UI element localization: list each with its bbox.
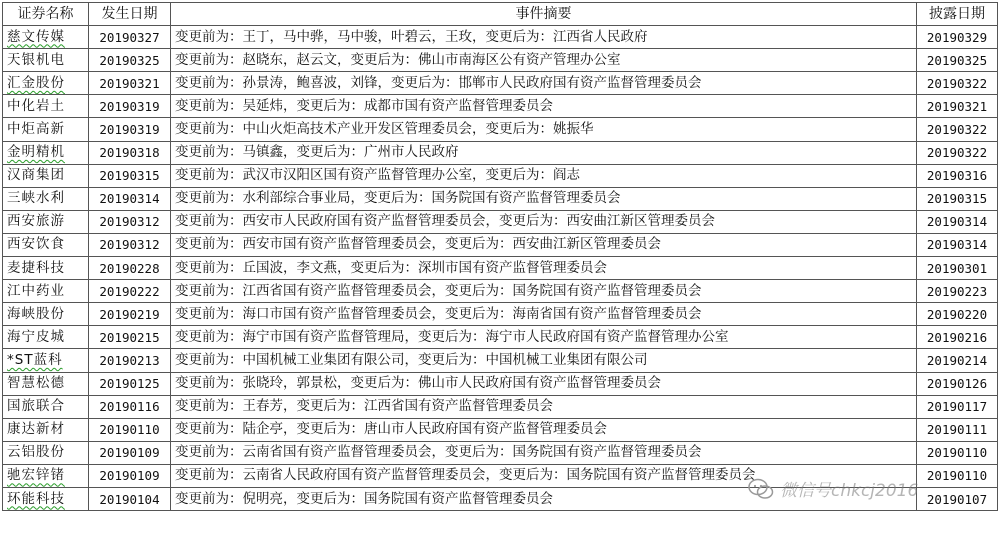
security-name-cell-text: 天银机电	[7, 51, 65, 68]
occurrence-date-cell-text: 20190116	[99, 399, 160, 415]
table-row	[3, 326, 998, 349]
disclosure-date-cell	[917, 187, 998, 210]
security-name-cell	[3, 210, 89, 233]
disclosure-date-cell-text: 20190301	[926, 260, 988, 276]
disclosure-date-cell-text: 20190314	[926, 214, 988, 230]
occurrence-date-cell	[89, 210, 171, 233]
disclosure-date-cell-text: 20190223	[926, 283, 988, 299]
security-name-cell	[3, 441, 89, 464]
disclosure-date-cell-text: 20190216	[926, 329, 988, 345]
disclosure-date-cell-text: 20190220	[926, 306, 988, 322]
event-summary-cell	[171, 187, 917, 210]
event-summary-cell	[171, 280, 917, 303]
security-name-cell-text: 西安旅游	[7, 213, 65, 230]
header-event-summary: 事件摘要	[171, 3, 917, 26]
security-name-cell	[3, 326, 89, 349]
security-name-cell-text: 智慧松德	[7, 375, 65, 392]
occurrence-date-cell	[89, 303, 171, 326]
header-row	[3, 3, 998, 26]
disclosure-date-cell-text: 20190110	[926, 468, 988, 484]
table-row	[3, 418, 998, 441]
occurrence-date-cell	[89, 418, 171, 441]
event-summary-cell	[171, 210, 917, 233]
security-name-cell-text: 金明精机	[7, 144, 65, 161]
event-summary-cell	[171, 464, 917, 487]
table-row	[3, 95, 998, 118]
event-summary-cell	[171, 233, 917, 256]
occurrence-date-cell	[89, 141, 171, 164]
header-occurrence-date: 发生日期	[89, 3, 171, 26]
occurrence-date-cell-text: 20190314	[99, 191, 160, 207]
header-security-name: 证券名称	[3, 3, 89, 26]
event-summary-cell	[171, 26, 917, 49]
event-summary-cell-text: 变更前为：张晓玲，郭景松，变更后为：佛山市人民政府国有资产监督管理委员会	[175, 375, 661, 392]
security-name-cell-text: 环能科技	[7, 490, 65, 507]
disclosure-date-cell-text: 20190111	[926, 422, 988, 438]
occurrence-date-cell-text: 20190104	[99, 491, 160, 507]
events-table	[2, 2, 998, 511]
table-row	[3, 49, 998, 72]
occurrence-date-cell	[89, 372, 171, 395]
event-summary-cell-text: 变更前为：江西省国有资产监督管理委员会，变更后为：国务院国有资产监督管理委员会	[175, 282, 702, 299]
disclosure-date-cell-text: 20190325	[926, 52, 988, 68]
security-name-cell	[3, 233, 89, 256]
event-summary-cell-text: 变更前为：西安市人民政府国有资产监督管理委员会，变更后为：西安曲江新区管理委员会	[175, 213, 715, 230]
table-row	[3, 280, 998, 303]
security-name-cell	[3, 464, 89, 487]
occurrence-date-cell-text: 20190125	[99, 376, 160, 392]
disclosure-date-cell	[917, 72, 998, 95]
event-summary-cell-text: 变更前为：中国机械工业集团有限公司，变更后为：中国机械工业集团有限公司	[175, 351, 648, 368]
disclosure-date-cell	[917, 164, 998, 187]
security-name-cell-text: 海宁皮城	[7, 328, 65, 345]
table-row	[3, 141, 998, 164]
security-name-cell	[3, 257, 89, 280]
event-summary-cell-text: 变更前为：王丁，马中骅，马中骏，叶碧云，王玫，变更后为：江西省人民政府	[175, 28, 648, 45]
disclosure-date-cell	[917, 464, 998, 487]
occurrence-date-cell	[89, 233, 171, 256]
table-row	[3, 72, 998, 95]
security-name-cell	[3, 395, 89, 418]
occurrence-date-cell-text: 20190312	[99, 237, 160, 253]
event-summary-cell-text: 变更前为：孙景涛，鲍喜波，刘锋，变更后为：邯郸市人民政府国有资产监督管理委员会	[175, 74, 702, 91]
event-summary-cell	[171, 326, 917, 349]
security-name-cell	[3, 118, 89, 141]
occurrence-date-cell-text: 20190321	[99, 75, 160, 91]
disclosure-date-cell	[917, 395, 998, 418]
event-summary-cell-text: 变更前为：吴延炜，变更后为：成都市国有资产监督管理委员会	[175, 97, 553, 114]
security-name-cell-text: 汉商集团	[7, 167, 65, 184]
occurrence-date-cell-text: 20190213	[99, 352, 160, 368]
event-summary-cell-text: 变更前为：丘国波，李文燕，变更后为：深圳市国有资产监督管理委员会	[175, 259, 607, 276]
security-name-cell-text: 中炬高新	[7, 121, 65, 138]
table-row	[3, 372, 998, 395]
occurrence-date-cell-text: 20190228	[99, 260, 160, 276]
disclosure-date-cell	[917, 326, 998, 349]
occurrence-date-cell	[89, 464, 171, 487]
security-name-cell	[3, 72, 89, 95]
event-summary-cell-text: 变更前为：马镇鑫，变更后为：广州市人民政府	[175, 144, 459, 161]
event-summary-cell-text: 变更前为：中山火炬高技术产业开发区管理委员会，变更后为：姚振华	[175, 121, 594, 138]
security-name-cell	[3, 418, 89, 441]
event-summary-cell	[171, 95, 917, 118]
security-name-cell	[3, 164, 89, 187]
security-name-cell-text: 慈文传媒	[7, 28, 65, 45]
security-name-cell-text: 驰宏锌锗	[7, 467, 65, 484]
event-summary-cell	[171, 164, 917, 187]
event-summary-cell	[171, 257, 917, 280]
occurrence-date-cell-text: 20190327	[99, 29, 160, 45]
occurrence-date-cell-text: 20190215	[99, 329, 160, 345]
occurrence-date-cell	[89, 349, 171, 372]
security-name-cell-text: 汇金股份	[7, 74, 65, 91]
security-name-cell	[3, 372, 89, 395]
occurrence-date-cell-text: 20190312	[99, 214, 160, 230]
event-summary-cell	[171, 118, 917, 141]
event-summary-cell	[171, 72, 917, 95]
disclosure-date-cell	[917, 26, 998, 49]
security-name-cell	[3, 49, 89, 72]
occurrence-date-cell-text: 20190319	[99, 122, 160, 138]
occurrence-date-cell	[89, 487, 171, 510]
occurrence-date-cell	[89, 164, 171, 187]
disclosure-date-cell	[917, 257, 998, 280]
disclosure-date-cell-text: 20190107	[926, 491, 988, 507]
table-row	[3, 118, 998, 141]
disclosure-date-cell-text: 20190329	[926, 29, 988, 45]
header-disclosure-date: 披露日期	[917, 3, 998, 26]
security-name-cell	[3, 487, 89, 510]
disclosure-date-cell-text: 20190315	[926, 191, 988, 207]
occurrence-date-cell-text: 20190222	[99, 283, 160, 299]
table-row	[3, 257, 998, 280]
occurrence-date-cell-text: 20190315	[99, 168, 160, 184]
occurrence-date-cell	[89, 280, 171, 303]
event-summary-cell-text: 变更前为：水利部综合事业局，变更后为：国务院国有资产监督管理委员会	[175, 190, 621, 207]
occurrence-date-cell	[89, 26, 171, 49]
occurrence-date-cell-text: 20190219	[99, 306, 160, 322]
occurrence-date-cell	[89, 95, 171, 118]
disclosure-date-cell	[917, 372, 998, 395]
event-summary-cell-text: 变更前为：王春芳，变更后为：江西省国有资产监督管理委员会	[175, 398, 553, 415]
table-row	[3, 349, 998, 372]
occurrence-date-cell-text: 20190109	[99, 445, 160, 461]
disclosure-date-cell-text: 20190321	[926, 98, 988, 114]
occurrence-date-cell-text: 20190318	[99, 145, 160, 161]
disclosure-date-cell	[917, 210, 998, 233]
occurrence-date-cell	[89, 187, 171, 210]
disclosure-date-cell	[917, 418, 998, 441]
occurrence-date-cell	[89, 326, 171, 349]
event-summary-cell	[171, 418, 917, 441]
security-name-cell-text: 国旅联合	[7, 398, 65, 415]
disclosure-date-cell-text: 20190314	[926, 237, 988, 253]
event-summary-cell	[171, 349, 917, 372]
disclosure-date-cell	[917, 95, 998, 118]
watermark-text: 微信号chkcj2016	[780, 481, 919, 501]
event-summary-cell-text: 变更前为：武汉市汉阳区国有资产监督管理办公室，变更后为：阎志	[175, 167, 580, 184]
disclosure-date-cell	[917, 280, 998, 303]
table-row	[3, 210, 998, 233]
occurrence-date-cell-text: 20190325	[99, 52, 160, 68]
occurrence-date-cell	[89, 72, 171, 95]
occurrence-date-cell-text: 20190319	[99, 98, 160, 114]
disclosure-date-cell-text: 20190316	[926, 168, 988, 184]
disclosure-date-cell-text: 20190322	[926, 145, 988, 161]
disclosure-date-cell	[917, 349, 998, 372]
disclosure-date-cell	[917, 303, 998, 326]
event-summary-cell	[171, 395, 917, 418]
event-summary-cell-text: 变更前为：赵晓东，赵云文，变更后为：佛山市南海区公有资产管理办公室	[175, 51, 621, 68]
disclosure-date-cell	[917, 141, 998, 164]
disclosure-date-cell-text: 20190322	[926, 122, 988, 138]
disclosure-date-cell	[917, 49, 998, 72]
occurrence-date-cell	[89, 118, 171, 141]
security-name-cell-text: 云铝股份	[7, 444, 65, 461]
event-summary-cell	[171, 487, 917, 510]
occurrence-date-cell	[89, 49, 171, 72]
event-summary-cell-text: 变更前为：云南省人民政府国有资产监督管理委员会，变更后为：国务院国有资产监督管理委员会	[175, 467, 756, 484]
event-summary-cell-text: 变更前为：倪明亮，变更后为：国务院国有资产监督管理委员会	[175, 490, 553, 507]
event-summary-cell	[171, 441, 917, 464]
disclosure-date-cell-text: 20190126	[926, 376, 988, 392]
event-summary-cell-text: 变更前为：陆企亭，变更后为：唐山市人民政府国有资产监督管理委员会	[175, 421, 607, 438]
disclosure-date-cell-text: 20190110	[926, 445, 988, 461]
table-row	[3, 464, 998, 487]
security-name-cell-text: 麦捷科技	[7, 259, 65, 276]
security-name-cell-text: 三峡水利	[7, 190, 65, 207]
occurrence-date-cell	[89, 257, 171, 280]
table-row	[3, 487, 998, 510]
security-name-cell	[3, 280, 89, 303]
disclosure-date-cell-text: 20190117	[926, 399, 988, 415]
disclosure-date-cell-text: 20190322	[926, 75, 988, 91]
security-name-cell-text: *ST蓝科	[7, 351, 63, 368]
table-row	[3, 187, 998, 210]
event-summary-cell-text: 变更前为：云南省国有资产监督管理委员会，变更后为：国务院国有资产监督管理委员会	[175, 444, 702, 461]
disclosure-date-cell	[917, 233, 998, 256]
occurrence-date-cell	[89, 441, 171, 464]
event-summary-cell-text: 变更前为：海宁市国有资产监督管理局，变更后为：海宁市人民政府国有资产监督管理办公室	[175, 328, 729, 345]
event-summary-cell	[171, 372, 917, 395]
disclosure-date-cell	[917, 118, 998, 141]
event-summary-cell	[171, 303, 917, 326]
table-body	[3, 26, 998, 511]
table-row	[3, 441, 998, 464]
table-row	[3, 164, 998, 187]
disclosure-date-cell-text: 20190214	[926, 352, 988, 368]
security-name-cell	[3, 187, 89, 210]
security-name-cell	[3, 303, 89, 326]
security-name-cell-text: 康达新材	[7, 421, 65, 438]
event-summary-cell-text: 变更前为：海口市国有资产监督管理委员会，变更后为：海南省国有资产监督管理委员会	[175, 305, 702, 322]
security-name-cell	[3, 26, 89, 49]
security-name-cell-text: 中化岩土	[7, 97, 65, 114]
event-summary-cell	[171, 141, 917, 164]
security-name-cell-text: 海峡股份	[7, 305, 65, 322]
security-name-cell	[3, 349, 89, 372]
event-summary-cell	[171, 49, 917, 72]
table-row	[3, 233, 998, 256]
disclosure-date-cell	[917, 441, 998, 464]
table-row	[3, 303, 998, 326]
security-name-cell	[3, 141, 89, 164]
event-summary-cell-text: 变更前为：西安市国有资产监督管理委员会，变更后为：西安曲江新区管理委员会	[175, 236, 661, 253]
security-name-cell-text: 西安饮食	[7, 236, 65, 253]
security-name-cell-text: 江中药业	[7, 282, 65, 299]
table-row	[3, 395, 998, 418]
occurrence-date-cell-text: 20190110	[99, 422, 160, 438]
disclosure-date-cell	[917, 487, 998, 510]
occurrence-date-cell-text: 20190109	[99, 468, 160, 484]
security-name-cell	[3, 95, 89, 118]
occurrence-date-cell	[89, 395, 171, 418]
table-row	[3, 26, 998, 49]
